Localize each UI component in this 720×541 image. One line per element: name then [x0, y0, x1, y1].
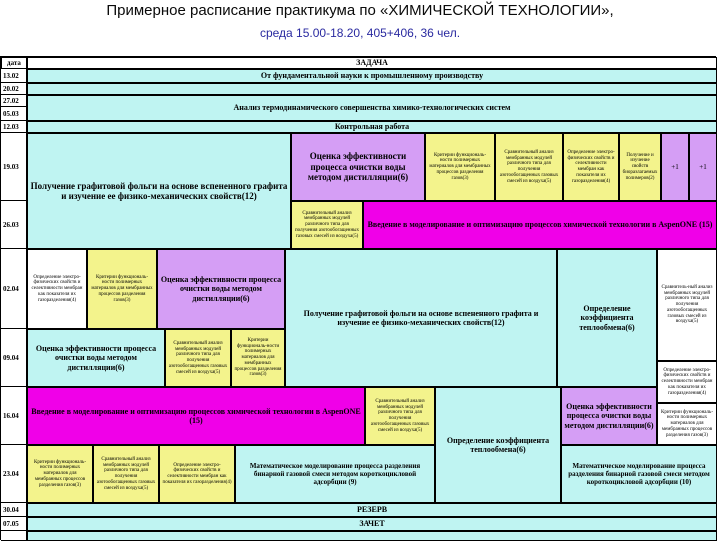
page-title: Примерное расписание практикума по «ХИМИЧЕСКОЙ ТЕХНОЛОГИИ»,: [106, 2, 614, 19]
task-membrane-modules: Сравнительный анализ мембранных модулей различного типа для получения азотообогащенных газовых смесей из воздуха(5): [365, 387, 435, 445]
page-subtitle: среда 15.00-18.20, 405+406, 36 чел.: [259, 26, 461, 40]
extra-credit: +1: [661, 133, 689, 201]
task-membrane-properties: Определение электро-физических свойств и селективности мембран как показателя их газоразделения(4): [657, 361, 717, 403]
task-polymer-criteria: Критерии функциональ-ности полимерных материалов для мембранных процессов разделения газов(3): [657, 403, 717, 445]
date-cell: 07.05: [1, 517, 27, 531]
task-membrane-modules: Сравнительный анализ мембранных модулей различного типа для получения азотообогащенных газовых смесей из воздуха(5): [291, 201, 363, 249]
task-polymer-criteria: Критерии функциональ-ности полимерных материалов для мембранных процессов разделения газов(3): [27, 445, 93, 503]
task-polymer-criteria: Критерии функциональ-ности полимерных материалов для мембранных процессов разделения газов(3): [425, 133, 495, 201]
empty-row: [27, 83, 717, 95]
schedule-table: [0, 56, 716, 540]
lecture-row: Анализ термодинамического совершенства химико-технологических систем: [27, 95, 717, 121]
task-polymer-criteria: Критерии функциональ-ности полимерных материалов для мембранных процессов разделения газов(3): [231, 329, 285, 387]
date-cell: 13.02: [1, 69, 27, 83]
date-cell: 20.02: [1, 83, 27, 95]
date-cell: 26.03: [1, 201, 27, 249]
task-membrane-modules: Сравнительный анализ мембранных модулей различного типа для получения азотообогащенных газовых смесей из воздуха(5): [165, 329, 231, 387]
task-heat-transfer: Определение коэффициента теплообмена(6): [557, 249, 657, 387]
task-polymer-criteria: Критерии функциональ-ности полимерных материалов для мембранных процессов разделения газов(3): [87, 249, 157, 329]
task-membrane-modules: Сравнительный анализ мембранных модулей различного типа для получения азотообогащенных газовых смесей из воздуха(5): [495, 133, 563, 201]
extra-credit: +1: [689, 133, 717, 201]
task-water-distillation: Оценка эффективности процесса очистки воды методом дистилляции(6): [27, 329, 165, 387]
task-graphite-foil: Получение графитовой фольги на основе вспененного графита и изучение ее физико-механических свойств(12): [27, 133, 291, 249]
date-cell: 05.03: [1, 107, 27, 121]
task-aspen-modeling: Введение в моделирование и оптимизацию процессов химической технологии в AspenONE (15): [363, 201, 717, 249]
task-membrane-properties: Определение электро-физических свойств и селективности мембран как показателя их газоразделения(4): [27, 249, 87, 329]
task-graphite-foil: Получение графитовой фольги на основе вспененного графита и изучение ее физико-механических свойств(12): [285, 249, 557, 387]
task-biopolymers: Получение и изучение свойств биоразлагаемых полимеров(2): [619, 133, 661, 201]
date-cell: 19.03: [1, 133, 27, 201]
task-water-distillation: Оценка эффективности процесса очистки воды методом дистилляции(6): [291, 133, 425, 201]
date-cell: 30.04: [1, 503, 27, 517]
credit-row: ЗАЧЕТ: [27, 517, 717, 531]
date-cell: 09.04: [1, 329, 27, 387]
task-membrane-modules: Сравнитель-ный анализ мембранных модулей различного типа для получения азотообогащенных газовых смесей из воздуха(5): [657, 249, 717, 361]
column-header-date: дата: [1, 57, 27, 69]
date-cell: 16.04: [1, 387, 27, 445]
task-aspen-modeling: Введение в моделирование и оптимизацию процессов химической технологии в AspenONE (15): [27, 387, 365, 445]
lecture-row: От фундаментальной науки к промышленному производству: [27, 69, 717, 83]
task-membrane-modules: Сравнительный анализ мембранных модулей различного типа для получения азотообогащенных газовых смесей из воздуха(5): [93, 445, 159, 503]
task-water-distillation: Оценка эффективности процесса очистки воды методом дистилляции(6): [561, 387, 657, 445]
date-cell: 27.02: [1, 95, 27, 107]
task-membrane-properties: Определение электро-физических свойств и селективности мембран как показателя их газоразделения(4): [159, 445, 235, 503]
task-adsorption-modeling: Математическое моделирование процесса разделения бинарной газовой смеси методом короткоцикловой адсорбции (9): [235, 445, 435, 503]
task-adsorption-modeling: Математическое моделирование процесса разделения бинарной газовой смеси методом короткоцикловой адсорбции (10): [561, 445, 717, 503]
reserve-row: РЕЗЕРВ: [27, 503, 717, 517]
column-header-task: ЗАДАЧА: [27, 57, 717, 69]
test-row: Контрольная работа: [27, 121, 717, 133]
date-cell: 12.03: [1, 121, 27, 133]
date-cell: 23.04: [1, 445, 27, 503]
task-heat-transfer: Определение коэффициента теплообмена(6): [435, 387, 561, 503]
task-membrane-properties: Определение электро-физических свойств и селективности мембран как показателя их газоразделения(4): [563, 133, 619, 201]
date-cell: 02.04: [1, 249, 27, 329]
task-water-distillation: Оценка эффективности процесса очистки воды методом дистилляции(6): [157, 249, 285, 329]
